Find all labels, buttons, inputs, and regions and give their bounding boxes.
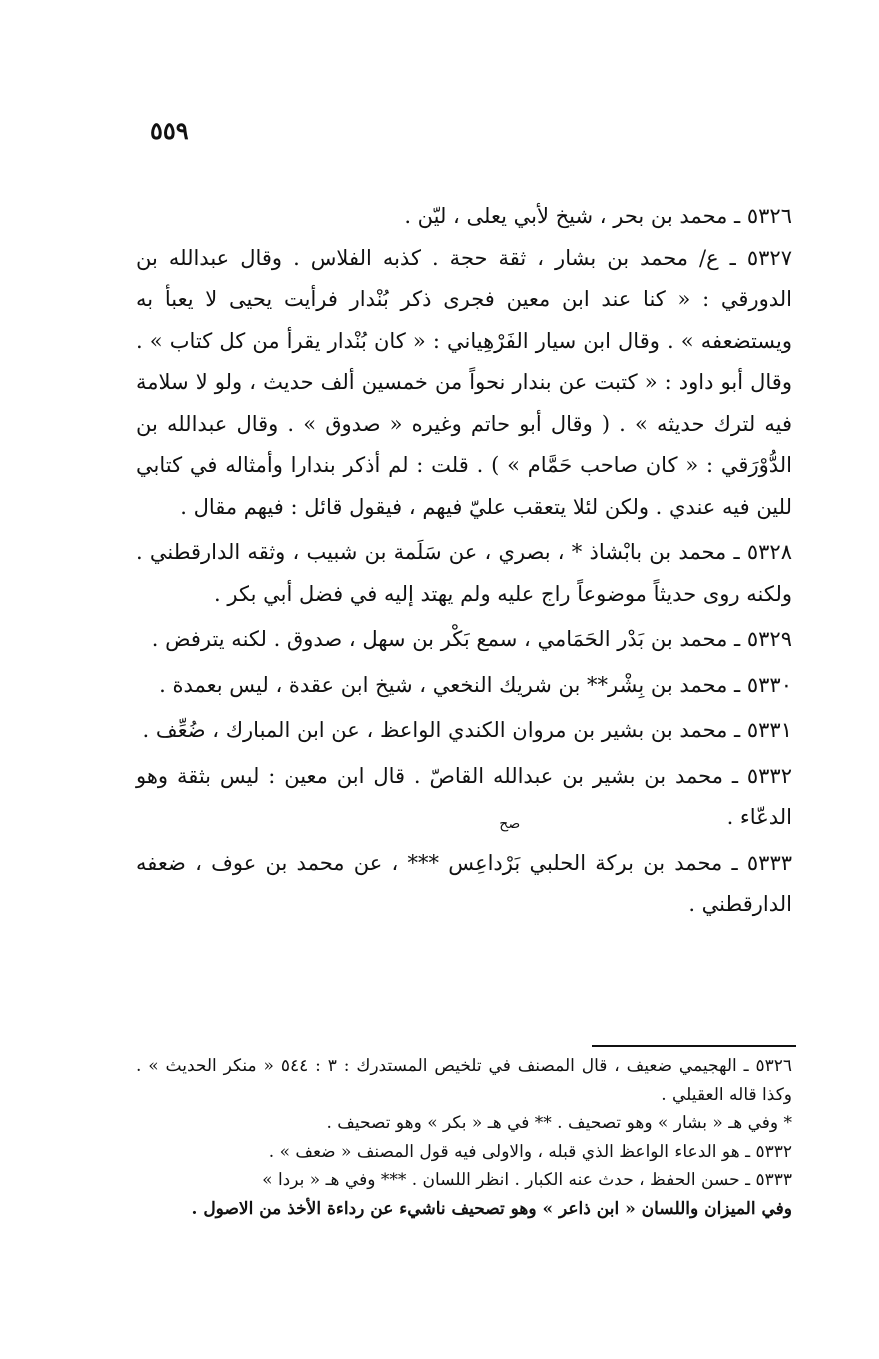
entry-5332: ٥٣٣٢ ـ محمد بن بشير بن عبدالله القاصّ . قال ابن معين : ليس بثقة وهو الدعّاء . <box>136 763 792 829</box>
entry-5333-after: *** ، عن محمد بن عوف ، ضعفه الدارقطني . <box>136 850 792 916</box>
entry-5327: ٥٣٢٧ ـ ع/ محمد بن بشار ، ثقة حجة . كذبه الفلاس . وقال عبدالله بن الدورقي : « كنا عند ابن معين فجرى ذكر بُنْدار فرأيت يحيى لا يعبأ به ويستضعفه » . وقال ابن سيار الفَرْهِياني : « كان بُنْدار يقرأ من كل كتاب » . وقال أبو داود : « كتبت عن بندار نحواً من خمسين ألف حديث ، ولو لا سلامة فيه لترك حديثه » . ( وقال أبو حاتم وغيره « صدوق » . وقال عبدالله بن الدُّوْرَقي : « كان صاحب حَمَّام » ) . قلت : لم أذكر بندارا وأمثاله في كتابي للين فيه عندي . ولكن لئلا يتعقب عليّ فيهم ، فيقول قائل : فيهم مقال . <box>136 245 792 519</box>
footnote-variants: * وفي هـ « بشار » وهو تصحيف . ** في هـ « بكر » وهو تصحيف . <box>326 1113 792 1133</box>
sahh-correction-mark: صح <box>499 815 521 832</box>
entry-5331: ٥٣٣١ ـ محمد بن بشير بن مروان الكندي الواعظ ، عن ابن المبارك ، ضُعِّف . <box>142 718 792 742</box>
footnote-5333: ٥٣٣٣ ـ حسن الحفظ ، حدث عنه الكبار . انظر اللسان . *** وفي هـ « بردا » <box>262 1170 792 1190</box>
corrected-word-text: بَرْداعِس <box>448 850 521 875</box>
footnote-5332: ٥٣٣٢ ـ هو الدعاء الواعظ الذي قبله ، والاولى فيه قول المصنف « ضعف » . <box>268 1141 792 1162</box>
page-number: ٥٥٩ <box>150 116 189 145</box>
footnote-5333-continued: وفي الميزان واللسان « ابن ذاعر » وهو تصحيف ناشيء عن رداءة الأخذ من الاصول . <box>191 1198 792 1219</box>
entry-5333 <box>136 815 793 926</box>
footnote-separator <box>592 1045 796 1047</box>
corrected-word <box>448 815 521 885</box>
footnote-5326: ٥٣٢٦ ـ الهجيمي ضعيف ، قال المصنف في تلخيص المستدرك : ٣ : ٥٤٤ « منكر الحديث » . وكذا قاله العقيلي . <box>136 1056 792 1105</box>
entry-5330: ٥٣٣٠ ـ محمد بن بِشْر** بن شريك النخعي ، شيخ ابن عقدة ، ليس بعمدة . <box>159 672 792 697</box>
entry-5333-before: ٥٣٣٣ ـ محمد بن بركة الحلبي <box>520 850 793 875</box>
footnotes <box>136 1052 792 1223</box>
entry-5326: ٥٣٢٦ ـ محمد بن بحر ، شيخ لأبي يعلى ، ليّن . <box>404 204 792 228</box>
entry-5329: ٥٣٢٩ ـ محمد بن بَدْر الحَمَامي ، سمع بَكْر بن سهل ، صدوق . لكنه يترفض . <box>151 627 792 651</box>
main-text <box>136 196 792 926</box>
entry-5328: ٥٣٢٨ ـ محمد بن بابْشاذ * ، بصري ، عن سَلَمة بن شبيب ، وثقه الدارقطني . ولكنه روى حديثاً موضوعاً راج عليه ولم يهتد إليه في فضل أبي بكر . <box>136 540 792 606</box>
